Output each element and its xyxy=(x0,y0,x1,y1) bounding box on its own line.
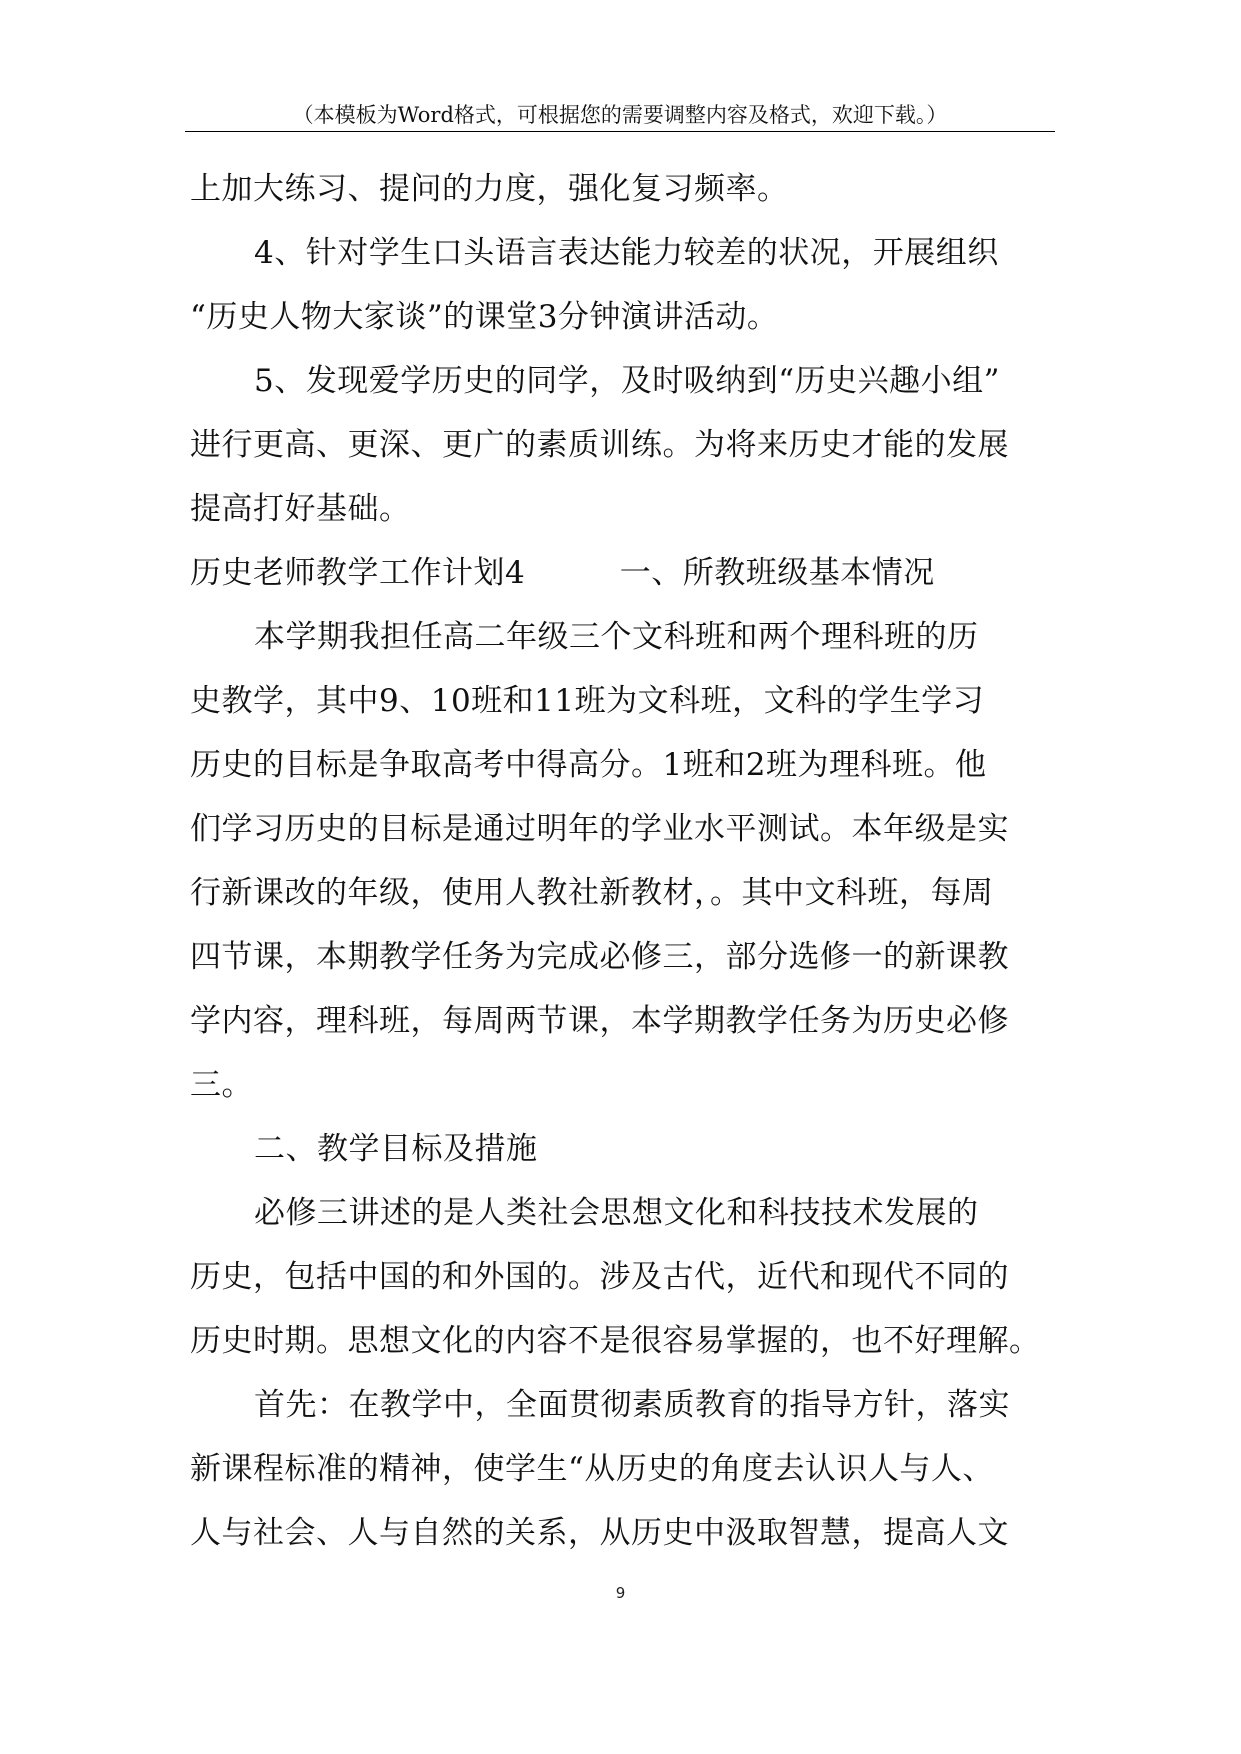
paragraph-line: 史教学，其中9、10班和11班为文科班，文科的学生学习 xyxy=(190,683,985,719)
body-text xyxy=(190,157,1060,1565)
paragraph-line: 三。 xyxy=(190,1067,253,1103)
paragraph-line: 提高打好基础。 xyxy=(190,491,411,527)
header-divider xyxy=(185,131,1055,132)
paragraph-line: 4、针对学生口头语言表达能力较差的状况，开展组织 xyxy=(254,235,999,271)
paragraph-line: 人与社会、人与自然的关系，从历史中汲取智慧，提高人文 xyxy=(190,1515,1009,1551)
paragraph-line: 必修三讲述的是人类社会思想文化和科技技术发展的 xyxy=(254,1195,979,1231)
paragraph-line: 四节课，本期教学任务为完成必修三，部分选修一的新课教 xyxy=(190,939,1009,975)
paragraph-line: 历史的目标是争取高考中得高分。1班和2班为理科班。他 xyxy=(190,747,987,783)
paragraph-line: 学内容，理科班，每周两节课，本学期教学任务为历史必修 xyxy=(190,1003,1009,1039)
paragraph-line: 5、发现爱学历史的同学，及时吸纳到“历史兴趣小组” xyxy=(254,363,1000,399)
paragraph-line: “历史人物大家谈”的课堂3分钟演讲活动。 xyxy=(190,299,779,335)
paragraph-line: 上加大练习、提问的力度，强化复习频率。 xyxy=(190,171,789,207)
subheading: 二、教学目标及措施 xyxy=(254,1131,538,1167)
paragraph-line: 本学期我担任高二年级三个文科班和两个理科班的历 xyxy=(254,619,979,655)
paragraph-line: 首先：在教学中，全面贯彻素质教育的指导方针，落实 xyxy=(254,1387,1010,1423)
paragraph-line: 行新课改的年级，使用人教社新教材，。其中文科班，每周 xyxy=(190,875,994,911)
page-number: 9 xyxy=(615,1584,626,1602)
section-heading: 历史老师教学工作计划4 一、所教班级基本情况 xyxy=(190,555,935,591)
paragraph-line: 新课程标准的精神，使学生“从历史的角度去认识人与人、 xyxy=(190,1451,994,1487)
paragraph-line: 们学习历史的目标是通过明年的学业水平测试。本年级是实 xyxy=(190,811,1009,847)
paragraph-line: 进行更高、更深、更广的素质训练。为将来历史才能的发展 xyxy=(190,427,1009,463)
header-note: （本模板为Word格式，可根据您的需要调整内容及格式，欢迎下载。） xyxy=(292,103,948,127)
paragraph-line: 历史，包括中国的和外国的。涉及古代，近代和现代不同的 xyxy=(190,1259,1009,1295)
paragraph-line: 历史时期。思想文化的内容不是很容易掌握的，也不好理解。 xyxy=(190,1323,1041,1359)
